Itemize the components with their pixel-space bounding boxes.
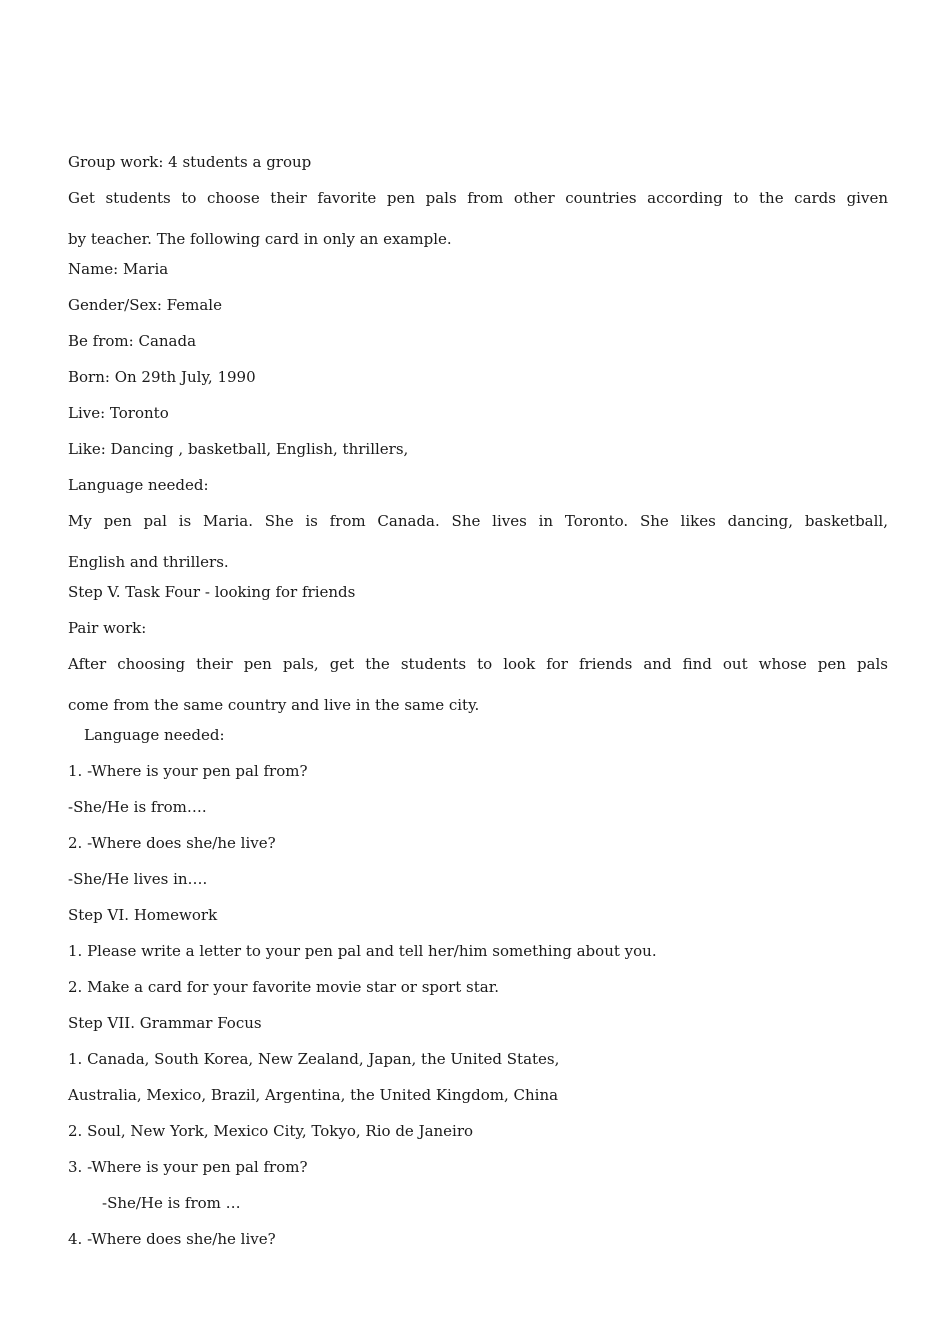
example-paragraph-line-1: My pen pal is Maria. She is from Canada. She lives in Toronto. She likes dancing, basketball, bbox=[68, 512, 888, 530]
card-gender: Gender/Sex: Female bbox=[68, 296, 222, 314]
card-born: Born: On 29th July, 1990 bbox=[68, 368, 256, 386]
example-paragraph-line-2: English and thrillers. bbox=[68, 553, 229, 571]
answer-2: -She/He lives in…. bbox=[68, 870, 208, 888]
homework-item-2: 2. Make a card for your favorite movie star or sport star. bbox=[68, 978, 499, 996]
language-needed-heading-2: Language needed: bbox=[84, 726, 225, 744]
grammar-item-1-line-1: 1. Canada, South Korea, New Zealand, Japan, the United States, bbox=[68, 1050, 560, 1068]
card-be-from: Be from: Canada bbox=[68, 332, 197, 350]
card-live: Live: Toronto bbox=[68, 404, 169, 422]
grammar-item-2: 2. Soul, New York, Mexico City, Tokyo, Rio de Janeiro bbox=[68, 1122, 474, 1140]
pair-work-paragraph-line-1: After choosing their pen pals, get the students to look for friends and find out whose pen pals bbox=[68, 655, 888, 673]
grammar-item-3: 3. -Where is your pen pal from? bbox=[68, 1158, 308, 1176]
pair-work-paragraph-line-2: come from the same country and live in the same city. bbox=[68, 696, 480, 714]
pair-work-paragraph bbox=[68, 644, 888, 726]
language-needed-heading: Language needed: bbox=[68, 476, 209, 494]
pair-work-line: Pair work: bbox=[68, 619, 147, 637]
grammar-item-4: 4. -Where does she/he live? bbox=[68, 1230, 276, 1248]
question-1: 1. -Where is your pen pal from? bbox=[68, 762, 308, 780]
homework-item-1: 1. Please write a letter to your pen pal and tell her/him something about you. bbox=[68, 942, 657, 960]
example-paragraph bbox=[68, 501, 888, 583]
document-body bbox=[68, 150, 888, 1263]
intro-paragraph-line-2: by teacher. The following card in only an example. bbox=[68, 230, 452, 248]
intro-paragraph bbox=[68, 178, 888, 260]
question-2: 2. -Where does she/he live? bbox=[68, 834, 276, 852]
intro-paragraph-line-1: Get students to choose their favorite pen pals from other countries according to the cards given bbox=[68, 189, 888, 207]
group-work-line: Group work: 4 students a group bbox=[68, 153, 312, 171]
grammar-item-1-line-2: Australia, Mexico, Brazil, Argentina, the United Kingdom, China bbox=[68, 1086, 559, 1104]
card-like: Like: Dancing , basketball, English, thrillers, bbox=[68, 440, 409, 458]
step-7-heading: Step VII. Grammar Focus bbox=[68, 1014, 262, 1032]
step-6-heading: Step VI. Homework bbox=[68, 906, 218, 924]
answer-1: -She/He is from…. bbox=[68, 798, 207, 816]
card-name: Name: Maria bbox=[68, 260, 169, 278]
grammar-item-3-answer: -She/He is from … bbox=[102, 1194, 241, 1212]
step-5-heading: Step V. Task Four - looking for friends bbox=[68, 583, 356, 601]
